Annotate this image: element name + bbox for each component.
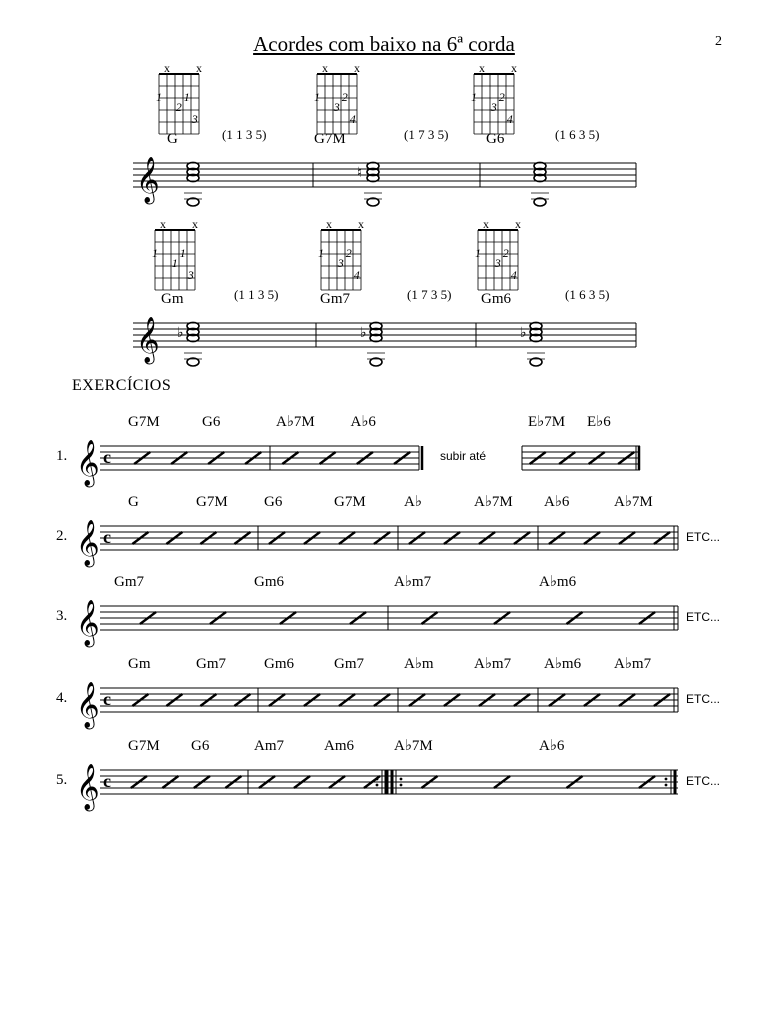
muted-string-mark: x (160, 217, 166, 231)
repeat-dot (400, 784, 403, 787)
chord-symbol: A♭m (404, 656, 434, 672)
chord-symbol: G6 (191, 738, 210, 754)
finger-number: 3 (337, 256, 344, 271)
repeat-dot (400, 778, 403, 781)
chord-name: G (167, 131, 178, 147)
muted-string-mark: x (322, 61, 328, 75)
finger-number: 2 (502, 246, 509, 260)
chord-symbol: Gm (128, 656, 151, 672)
between-text: subir até (440, 449, 487, 463)
chord-name: G6 (486, 131, 505, 147)
finger-number: 4 (506, 112, 513, 127)
exercise-number: 5. (56, 772, 68, 788)
treble-clef: 𝄞 (76, 440, 100, 485)
chord-symbol: A♭7M (276, 414, 315, 430)
etc-text: ETC... (686, 610, 721, 624)
chord-symbol: A♭m6 (539, 574, 577, 590)
chord-symbol: A♭m7 (614, 656, 652, 672)
finger-number: 4 (510, 268, 517, 283)
chord-staff (133, 323, 636, 347)
chord-symbol: A♭6 (544, 494, 570, 510)
accidental: ♭ (360, 326, 367, 341)
finger-number: 3 (333, 100, 340, 115)
muted-string-mark: x (196, 61, 202, 75)
finger-number: 3 (191, 112, 198, 127)
chord-symbol: G6 (264, 494, 283, 510)
exercise-number: 1. (56, 448, 68, 464)
accidental: ♭ (177, 326, 184, 341)
chord-formula: (1 7 3 5) (404, 127, 449, 142)
finger-number: 1 (475, 246, 481, 260)
treble-clef: 𝄞 (76, 682, 100, 727)
chord-symbol: A♭6 (350, 414, 376, 430)
muted-string-mark: x (326, 217, 332, 231)
finger-number: 4 (349, 112, 356, 127)
finger-number: 1 (156, 90, 162, 104)
treble-clef: 𝄞 (76, 520, 100, 565)
treble-clef: 𝄞 (76, 600, 100, 645)
finger-number: 2 (175, 100, 182, 115)
chord-symbol: A♭m7 (394, 574, 432, 590)
repeat-dot (665, 778, 668, 781)
chord-symbol: A♭6 (539, 738, 565, 754)
finger-number: 2 (341, 90, 348, 104)
finger-number: 1 (171, 256, 178, 271)
etc-text: ETC... (686, 774, 721, 788)
chord-symbol: G6 (202, 414, 221, 430)
finger-number: 1 (179, 246, 186, 260)
chord-symbol: Gm6 (254, 574, 284, 590)
etc-text: ETC... (686, 692, 721, 706)
finger-number: 2 (345, 246, 352, 260)
chord-symbol: E♭6 (587, 414, 611, 430)
chord-formula: (1 6 3 5) (555, 127, 600, 142)
finger-number: 1 (183, 90, 190, 104)
finger-number: 3 (187, 268, 194, 283)
chord-symbol: A♭m7 (474, 656, 512, 672)
treble-clef: 𝄞 (136, 157, 160, 202)
exercises-heading: EXERCÍCIOS (72, 377, 172, 394)
finger-number: 1 (318, 246, 324, 260)
chord-formula: (1 1 3 5) (234, 287, 279, 302)
chord-symbol: Gm6 (264, 656, 294, 672)
chord-symbol: Gm7 (334, 656, 364, 672)
time-signature: c (103, 447, 111, 467)
time-signature: c (103, 689, 111, 709)
treble-clef: 𝄞 (76, 764, 100, 809)
muted-string-mark: x (515, 217, 521, 231)
accidental: ♮ (357, 166, 363, 181)
chord-symbol: Am7 (254, 738, 284, 754)
chord-symbol: A♭ (404, 494, 422, 510)
exercise-number: 3. (56, 608, 68, 624)
chord-symbol: Am6 (324, 738, 354, 754)
accidental: ♭ (520, 326, 527, 341)
chord-formula: (1 6 3 5) (565, 287, 610, 302)
chord-symbol: G7M (128, 738, 160, 754)
chord-symbol: Gm7 (196, 656, 226, 672)
finger-number: 2 (498, 90, 505, 104)
finger-number: 4 (353, 268, 360, 283)
chord-symbol: A♭7M (614, 494, 653, 510)
chord-name: Gm6 (481, 291, 511, 307)
muted-string-mark: x (164, 61, 170, 75)
finger-number: 3 (490, 100, 497, 115)
finger-number: 1 (314, 90, 320, 104)
chord-symbol: E♭7M (528, 414, 566, 430)
chord-formula: (1 1 3 5) (222, 127, 267, 142)
chord-symbol: G7M (334, 494, 366, 510)
chord-symbol: A♭7M (474, 494, 513, 510)
exercise-staff (100, 606, 678, 630)
chord-name: G7M (314, 131, 346, 147)
time-signature: c (103, 771, 111, 791)
exercise-number: 2. (56, 528, 68, 544)
chord-formula: (1 7 3 5) (407, 287, 452, 302)
muted-string-mark: x (192, 217, 198, 231)
chord-symbol: A♭m6 (544, 656, 582, 672)
chord-staff (133, 163, 636, 187)
muted-string-mark: x (358, 217, 364, 231)
chord-symbol: G7M (128, 414, 160, 430)
muted-string-mark: x (479, 61, 485, 75)
repeat-dot (665, 784, 668, 787)
muted-string-mark: x (354, 61, 360, 75)
chord-symbol: A♭7M (394, 738, 433, 754)
repeat-dot (376, 784, 379, 787)
exercise-number: 4. (56, 690, 68, 706)
chord-symbol: Gm7 (114, 574, 144, 590)
time-signature: c (103, 527, 111, 547)
finger-number: 3 (494, 256, 501, 271)
chord-name: Gm7 (320, 291, 350, 307)
etc-text: ETC... (686, 530, 721, 544)
finger-number: 1 (152, 246, 158, 260)
chord-name: Gm (161, 291, 184, 307)
page-number: 2 (715, 34, 722, 49)
page-title: Acordes com baixo na 6ª corda (253, 32, 515, 56)
exercise-staff (100, 770, 678, 794)
muted-string-mark: x (511, 61, 517, 75)
treble-clef: 𝄞 (136, 317, 160, 362)
muted-string-mark: x (483, 217, 489, 231)
exercise-staff (522, 446, 640, 470)
exercise-staff (100, 446, 419, 470)
chord-symbol: G7M (196, 494, 228, 510)
chord-symbol: G (128, 494, 139, 510)
finger-number: 1 (471, 90, 477, 104)
